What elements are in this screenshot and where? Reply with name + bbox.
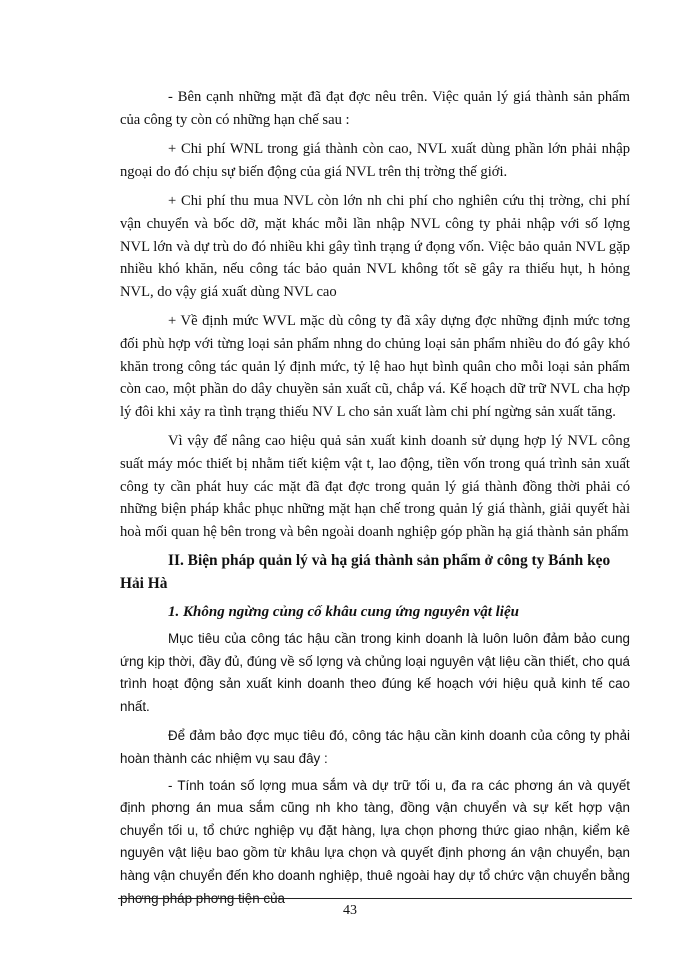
page-body: [120, 86, 630, 917]
section-heading: II. Biện pháp quản lý và hạ giá thành sản phẩm ở công ty Bánh kẹo Hải Hà: [120, 552, 611, 592]
paragraph-purchasing-cost: + Chi phí thu mua NVL còn lớn nh chi phí cho nghiên cứu thị trờng, chi phí vận chuyển và bốc dỡ, mặt khác mỗi lần nhập NVL công ty phải nhập với số lợng NVL lớn và dự trù do đó nhiều khi gây tình trạng ứ đọng vốn. Việc bảo quản NVL gặp nhiều khó khăn, nếu công tác bảo quản NVL không tốt sẽ gây ra thiếu hụt, h hỏng NVL, do vậy giá xuất dùng NVL cao: [120, 193, 630, 300]
footer-divider: [118, 898, 632, 899]
paragraph-logistics-tasks: Để đảm bảo đợc mục tiêu đó, công tác hậu cần kinh doanh của công ty phải hoàn thành các nhiệm vụ sau đây :: [120, 728, 630, 767]
paragraph-logistics-goal: Mục tiêu của công tác hậu cần trong kinh doanh là luôn luôn đảm bảo cung ứng kịp thời, đầy đủ, đúng về số lợng và chủng loại nguyên vật liệu cần thiết, cho quá trình hoạt động sản xuất kinh doanh theo đúng kế hoạch với hiệu quả kinh tế cao nhất.: [120, 631, 630, 714]
paragraph-limitations-intro: - Bên cạnh những mặt đã đạt đợc nêu trên. Việc quản lý giá thành sản phẩm của công ty còn có những hạn chế sau :: [120, 89, 630, 128]
paragraph-material-norms: + Về định mức WVL mặc dù công ty đã xây dựng đợc những định mức tơng đối phù hợp với từng loại sản phẩm nhng do chủng loại sản phẩm nhiều do đó gây khó khăn trong công tác quản lý định mức, tỷ lệ hao hụt bình quân cho mỗi loại sản phẩm còn cao, một phần do dây chuyền sản xuất cũ, chắp vá. Kế hoạch dữ trữ NVL cha hợp lý đôi khi xảy ra tình trạng thiếu NV L cho sản xuất làm chi phí ngừng sản xuất tăng.: [120, 313, 630, 420]
paragraph-task-calculation: - Tính toán số lợng mua sắm và dự trữ tối u, đa ra các phơng án và quyết định phơng án mua sắm cũng nh kho tàng, đồng vận chuyển và sự kết hợp vận chuyển tối u, tổ chức nghiệp vụ đặt hàng, lựa chọn phơng thức giao nhận, kiểm kê nguyên vật liệu bao gồm từ khâu lựa chọn và quyết định phơng án vận chuyển, bạn hàng vận chuyển đến kho doanh nghiệp, thuê ngoài hay dự tổ chức vận chuyển bằng phơng pháp phơng tiện của: [120, 777, 630, 906]
subsection-heading: 1. Không ngừng củng cố khâu cung ứng nguyên vật liệu: [168, 604, 519, 621]
paragraph-energy-cost: + Chi phí WNL trong giá thành còn cao, NVL xuất dùng phần lớn phải nhập ngoại do đó chịu sự biến động của giá NVL trên thị trờng thế giới.: [120, 141, 630, 180]
paragraph-conclusion: Vì vậy để nâng cao hiệu quả sản xuất kinh doanh sử dụng hợp lý NVL công suất máy móc thiết bị nhằm tiết kiệm vật t, lao động, tiền vốn trong quá trình sản xuất công ty cần phát huy các mặt đã đạt đợc trong quản lý giá thành đồng thời phải có những biện pháp khắc phục những mặt hạn chế trong quản lý giá thành, giải quyết hài hoà mối quan hệ bên trong và bên ngoài doanh nghiệp góp phần hạ giá thành sản phẩm: [120, 433, 630, 540]
page-number: 43: [343, 903, 357, 918]
